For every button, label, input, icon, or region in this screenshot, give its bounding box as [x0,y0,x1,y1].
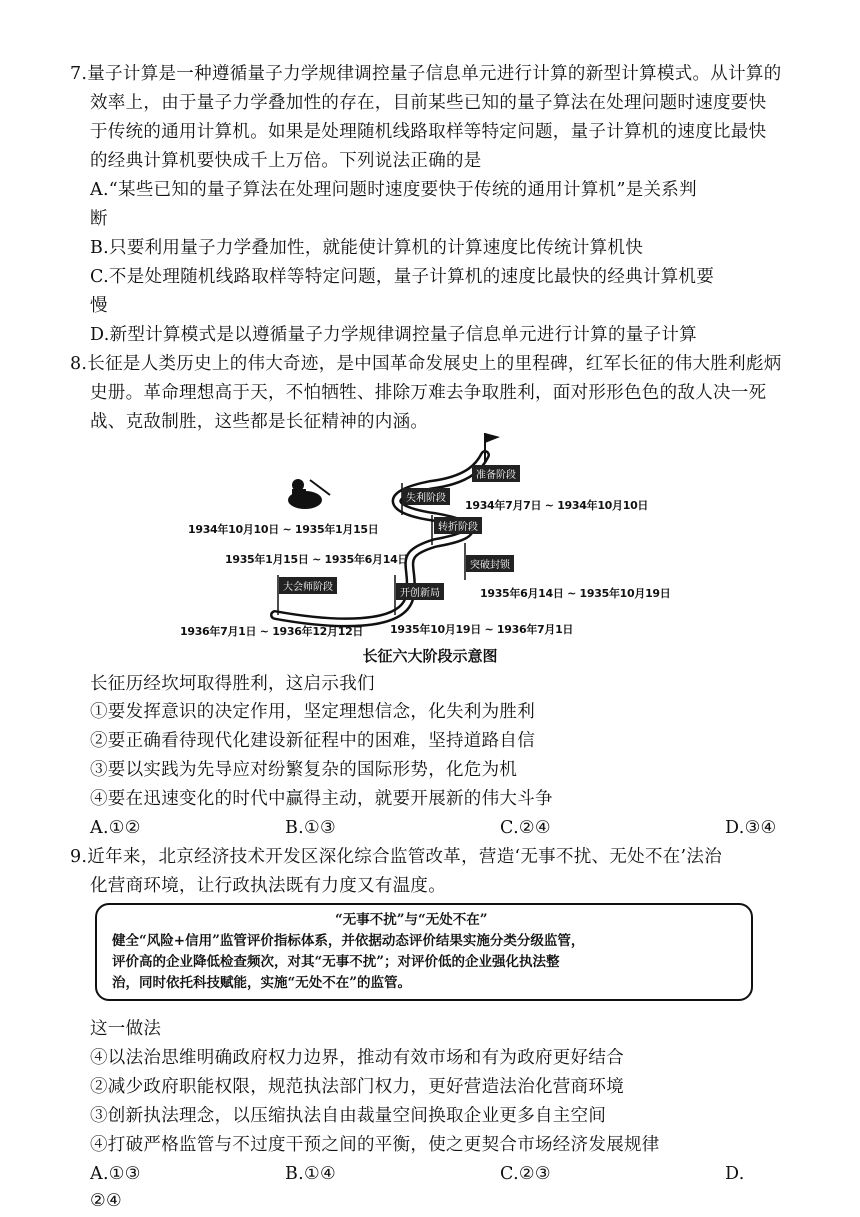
q7-option-a: A.“某些已知的量子算法在处理问题时速度要快于传统的通用计算机”是关系判 [90,180,697,200]
q7-option-b: B.只要利用量子力学叠加性，就能使计算机的计算速度比传统计算机快 [90,238,644,258]
q8-choice-a: A.①② [90,818,141,838]
soldier-silhouette-icon [288,479,330,509]
q9-item-3: ③创新执法理念，以压缩执法自由裁量空间换取企业更多自主空间 [90,1106,607,1126]
q9-choice-d: D. [725,1164,745,1184]
q8-line-2: 史册。革命理想高于天，不怕牺牲、排除万难去争取胜利，面对形形色色的敌人决一死 [90,383,767,403]
q9-choice-d-cont: ②④ [90,1191,122,1211]
stage-4-dates: 1935年6月14日 ~ 1935年10月19日 [480,587,671,600]
q8-choice-d: D.③④ [725,818,777,838]
q8-choice-c: C.②④ [500,818,551,838]
q9-choice-a: A.①③ [90,1164,141,1184]
q7-option-a-cont: 断 [90,209,108,229]
q8-stem: 长征历经坎坷取得胜利，这启示我们 [90,674,375,694]
stage-4-tag: 突破封锁 [466,555,514,572]
q8-line-3: 战、克敌制胜，这些都是长征精神的内涵。 [90,412,429,432]
q9-choice-b: B.①④ [285,1164,336,1184]
q9-stem: 这一做法 [90,1019,162,1039]
policy-box-line-1: 健全“风险+信用”监管评价指标体系，并依据动态评价结果实施分类分级监管， [112,933,585,949]
q8-choice-b: B.①③ [285,818,336,838]
q7-line-4: 的经典计算机要快成千上万倍。下列说法正确的是 [90,151,482,171]
q8-item-1: ①要发挥意识的决定作用，坚定理想信念，化失利为胜利 [90,702,535,722]
stage-1-tag: 准备阶段 [472,465,520,482]
q7-option-d: D.新型计算模式是以遵循量子力学规律调控量子信息单元进行计算的量子计算 [90,325,697,345]
q9-item-4: ④打破严格监管与不过度干预之间的平衡，使之更契合市场经济发展规律 [90,1135,660,1155]
q8-choices [90,814,790,842]
diagram-caption: 长征六大阶段示意图 [362,647,498,665]
q8-item-4: ④要在迅速变化的时代中赢得主动，就要开展新的伟大斗争 [90,789,553,809]
q8-line-1: 8.长征是人类历史上的伟大奇迹，是中国革命发展史上的里程碑，红军长征的伟大胜利彪炳 [70,354,782,374]
stage-5-dates: 1935年10月19日 ~ 1936年7月1日 [390,623,574,636]
q8-item-3: ③要以实践为先导应对纷繁复杂的国际形势，化危为机 [90,760,518,780]
q9-item-2: ②减少政府职能权限，规范执法部门权力，更好营造法治化营商环境 [90,1077,624,1097]
policy-box-line-2: 评价高的企业降低检查频次，对其“无事不扰”；对评价低的企业强化执法整 [112,954,560,970]
long-march-diagram [180,425,671,655]
q9-line-2: 化营商环境，让行政执法既有力度又有温度。 [90,876,446,896]
q7-option-c: C.不是处理随机线路取样等特定问题，量子计算机的速度比最快的经典计算机要 [90,267,715,287]
q9-choices [90,1160,790,1188]
q7-line-2: 效率上，由于量子力学叠加性的存在，目前某些已知的量子算法在处理问题时速度要快 [90,93,767,113]
policy-box-line-3: 治，同时依托科技赋能，实施“无处不在”的监管。 [112,975,412,991]
q7-option-c-cont: 慢 [90,296,108,316]
stage-6-dates: 1936年7月1日 ~ 1936年12月12日 [180,625,364,638]
stage-3-dates: 1935年1月15日 ~ 1935年6月14日 [225,553,409,566]
stage-3-tag: 转折阶段 [434,517,482,534]
q9-choice-c: C.②③ [500,1164,551,1184]
stage-6-tag: 大会师阶段 [279,577,337,594]
policy-box-title: “无事不扰”与“无处不在” [335,912,488,928]
stage-5-tag: 开创新局 [396,583,444,600]
stage-1-dates: 1934年7月7日 ~ 1934年10月10日 [465,499,649,512]
q8-item-2: ②要正确看待现代化建设新征程中的困难，坚持道路自信 [90,731,535,751]
q7-line-1: 7.量子计算是一种遵循量子力学规律调控量子信息单元进行计算的新型计算模式。从计算的 [70,64,782,84]
q9-item-1: ④以法治思维明确政府权力边界，推动有效市场和有为政府更好结合 [90,1048,624,1068]
q9-line-1: 9.近年来，北京经济技术开发区深化综合监管改革，营造‘无事不扰、无处不在’法治 [70,847,723,867]
stage-2-dates: 1934年10月10日 ~ 1935年1月15日 [188,523,379,536]
q7-line-3: 于传统的通用计算机。如果是处理随机线路取样等特定问题，量子计算机的速度比最快 [90,122,767,142]
stage-2-tag: 失利阶段 [402,488,450,505]
